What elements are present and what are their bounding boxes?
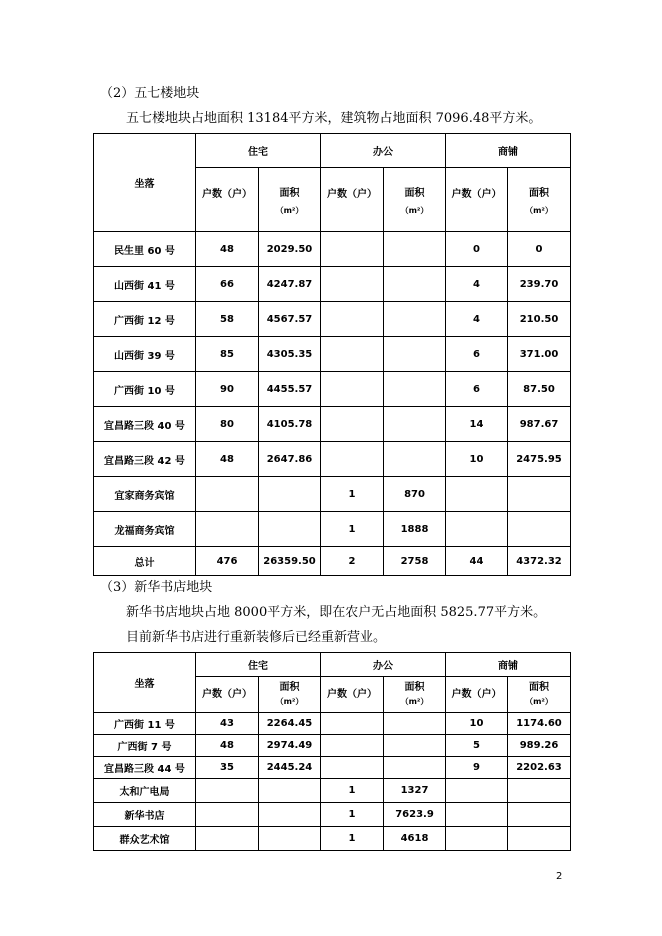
section3-table-body [94,713,571,851]
subheader-households: 户数（户） [446,677,508,713]
cell-location: 宜昌路三段 42 号 [94,442,196,477]
group-header-shops: 商铺 [446,653,571,677]
cell-shop-households: 0 [446,232,508,267]
table-row [94,372,571,407]
cell-res-households: 90 [196,372,259,407]
cell-shop-area [508,477,571,512]
section3-heading: （3）新华书店地块 [100,580,213,595]
cell-office-households [321,713,384,735]
subheader-area: 面积 （m²） [384,677,446,713]
section3-intro-1: 新华书店地块占地 8000平方米，即在农户无占地面积 5825.77平方米。 [126,605,547,620]
cell-office-households: 1 [321,827,384,851]
cell-office-households [321,442,384,477]
cell-location: 新华书店 [94,803,196,827]
table-row [94,713,571,735]
subheader-area: 面积 （m²） [508,168,571,232]
cell-location: 太和广电局 [94,779,196,803]
cell-res-households: 48 [196,735,259,757]
cell-office-households [321,757,384,779]
cell-shop-area [508,803,571,827]
cell-office-households [321,337,384,372]
cell-res-households: 66 [196,267,259,302]
cell-office-households [321,372,384,407]
cell-location: 宜昌路三段 40 号 [94,407,196,442]
cell-res-households: 35 [196,757,259,779]
table-row [94,512,571,547]
subheader-area: 面积 （m²） [259,677,321,713]
cell-shop-households: 4 [446,267,508,302]
cell-location: 宜家商务宾馆 [94,477,196,512]
cell-shop-area: 87.50 [508,372,571,407]
cell-office-households [321,302,384,337]
cell-res-area: 4247.87 [259,267,321,302]
group-header-residential: 住宅 [196,653,321,677]
cell-office-area [384,372,446,407]
cell-res-area [259,803,321,827]
cell-office-households: 2 [321,547,384,576]
subheader-households: 户数（户） [196,677,259,713]
cell-res-households [196,827,259,851]
table-row [94,232,571,267]
cell-office-area [384,407,446,442]
table-row [94,267,571,302]
cell-office-area [384,713,446,735]
cell-res-households: 48 [196,232,259,267]
cell-office-households [321,267,384,302]
subheader-households: 户数（户） [321,677,384,713]
cell-office-households [321,407,384,442]
cell-shop-area [508,512,571,547]
cell-res-area: 26359.50 [259,547,321,576]
cell-location: 群众艺术馆 [94,827,196,851]
cell-office-households [321,232,384,267]
subheader-area: 面积 （m²） [384,168,446,232]
cell-office-area [384,267,446,302]
cell-office-area: 2758 [384,547,446,576]
cell-office-area [384,337,446,372]
cell-location: 龙福商务宾馆 [94,512,196,547]
cell-shop-area: 1174.60 [508,713,571,735]
table-row [94,337,571,372]
section2-heading: （2）五七楼地块 [100,86,200,101]
cell-res-area [259,779,321,803]
cell-res-households: 476 [196,547,259,576]
cell-res-households [196,477,259,512]
cell-office-area [384,735,446,757]
cell-shop-area: 371.00 [508,337,571,372]
cell-res-households [196,512,259,547]
cell-res-area [259,477,321,512]
cell-res-area [259,827,321,851]
table-row [94,477,571,512]
cell-shop-area: 2475.95 [508,442,571,477]
cell-office-area: 7623.9 [384,803,446,827]
cell-office-area [384,302,446,337]
cell-shop-households: 9 [446,757,508,779]
cell-office-area: 1327 [384,779,446,803]
section2-table [93,133,571,576]
cell-office-area [384,442,446,477]
cell-res-households [196,779,259,803]
cell-shop-households [446,779,508,803]
cell-res-households: 85 [196,337,259,372]
cell-shop-households [446,803,508,827]
section3-table [93,652,571,851]
cell-shop-households: 6 [446,372,508,407]
cell-res-households: 43 [196,713,259,735]
cell-shop-households: 5 [446,735,508,757]
subheader-households: 户数（户） [446,168,508,232]
cell-office-households [321,735,384,757]
cell-res-area: 4567.57 [259,302,321,337]
cell-res-area: 4305.35 [259,337,321,372]
cell-res-households: 48 [196,442,259,477]
table-row [94,779,571,803]
table-row [94,407,571,442]
cell-shop-households [446,827,508,851]
group-header-shops: 商铺 [446,134,571,168]
cell-shop-area: 239.70 [508,267,571,302]
cell-shop-area: 989.26 [508,735,571,757]
subheader-households: 户数（户） [321,168,384,232]
cell-shop-area: 210.50 [508,302,571,337]
section2-intro: 五七楼地块占地面积 13184平方米，建筑物占地面积 7096.48平方米。 [126,111,542,126]
table-row [94,735,571,757]
cell-shop-area [508,779,571,803]
subheader-area: 面积 （m²） [259,168,321,232]
cell-office-area: 1888 [384,512,446,547]
section3-intro-2: 目前新华书店进行重新装修后已经重新营业。 [126,630,387,645]
table-row [94,757,571,779]
group-header-office: 办公 [321,653,446,677]
group-header-residential: 住宅 [196,134,321,168]
cell-res-area: 2974.49 [259,735,321,757]
cell-office-area [384,757,446,779]
cell-shop-area: 0 [508,232,571,267]
cell-office-households: 1 [321,477,384,512]
cell-res-households: 80 [196,407,259,442]
cell-shop-households [446,512,508,547]
table-row [94,302,571,337]
cell-res-area: 4455.57 [259,372,321,407]
cell-res-area: 2029.50 [259,232,321,267]
cell-res-area [259,512,321,547]
cell-location: 广西街 7 号 [94,735,196,757]
cell-location: 广西街 10 号 [94,372,196,407]
cell-location: 广西街 11 号 [94,713,196,735]
cell-shop-households: 14 [446,407,508,442]
cell-res-area: 4105.78 [259,407,321,442]
cell-shop-households: 4 [446,302,508,337]
subheader-households: 户数（户） [196,168,259,232]
table-row [94,827,571,851]
cell-shop-households: 44 [446,547,508,576]
subheader-area: 面积 （m²） [508,677,571,713]
cell-shop-area: 987.67 [508,407,571,442]
cell-location: 广西街 12 号 [94,302,196,337]
table-row [94,442,571,477]
cell-res-households: 58 [196,302,259,337]
cell-shop-households: 10 [446,713,508,735]
group-header-office: 办公 [321,134,446,168]
cell-office-households: 1 [321,512,384,547]
table-corner-header: 坐落 [94,134,196,232]
table-row [94,803,571,827]
cell-res-area: 2264.45 [259,713,321,735]
cell-res-area: 2647.86 [259,442,321,477]
cell-shop-area: 2202.63 [508,757,571,779]
cell-shop-households: 6 [446,337,508,372]
cell-office-households: 1 [321,779,384,803]
cell-location: 民生里 60 号 [94,232,196,267]
page-number: 2 [556,871,563,882]
cell-res-area: 2445.24 [259,757,321,779]
cell-office-area: 870 [384,477,446,512]
cell-shop-area [508,827,571,851]
cell-shop-households [446,477,508,512]
table-corner-header: 坐落 [94,653,196,713]
cell-location: 山西街 41 号 [94,267,196,302]
section2-table-body [94,232,571,576]
cell-office-area: 4618 [384,827,446,851]
cell-location: 总计 [94,547,196,576]
cell-shop-area: 4372.32 [508,547,571,576]
cell-office-households: 1 [321,803,384,827]
table-row [94,547,571,576]
cell-shop-households: 10 [446,442,508,477]
cell-location: 山西街 39 号 [94,337,196,372]
cell-res-households [196,803,259,827]
cell-office-area [384,232,446,267]
cell-location: 宜昌路三段 44 号 [94,757,196,779]
